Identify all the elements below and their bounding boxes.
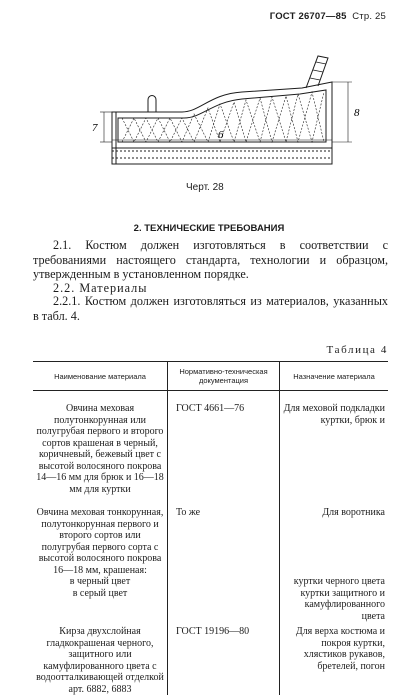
col-header-material: Наименование материала [33,362,168,391]
cell-purpose: Для воротника [280,507,389,576]
cell-doc: ГОСТ 19196—80 [168,626,280,695]
loop-handle [148,96,156,113]
section-title: 2. ТЕХНИЧЕСКИЕ ТРЕБОВАНИЯ [133,223,285,234]
table-row [33,403,388,495]
cell-doc: ГОСТ 4661—76 [168,403,280,495]
cell-purpose: Для верха костюма и покроя куртки, хлястиков рукавов, бретелей, погон [280,626,389,695]
figure-caption: Черт. 28 [186,182,224,193]
cell-material: Овчина меховая полутонкорунная или полугрубая первого и второго сортов крашеная в черный, коричневый, бежевый цвет с высотой волосяного покрова 14—16 мм для брюк и 16—18 мм для куртки [36,403,164,495]
cell-material: в черный цвет [69,576,131,587]
col-header-purpose: Назначение материала [280,362,389,391]
table-header-row [33,362,388,391]
cell-purpose: куртки черного цвета [280,576,389,588]
standard-number: ГОСТ 26707—85 [269,11,347,22]
page-number: Стр. 25 [352,11,386,22]
paragraph-2-2-1: 2.2.1. Костюм должен изготовляться из материалов, указанных в табл. 4. [33,294,388,323]
technical-drawing [70,52,370,182]
cell-material: Овчина меховая тонкорунная, полутонкорунная первого и второго сортов или полугрубая первого сорта с высотой волосяного покрова 16—18 мм, крашеная: [36,507,164,576]
cell-material: в серый цвет [72,587,128,599]
cell-purpose: Для меховой подкладки куртки, брюк и [280,403,389,495]
cell-material: Кирза двухслойная гладкокрашеная черного, защитного или камуфлированного цвета с водоотталкивающей отделкой арт. 6882, 6883 [36,626,164,695]
cell-doc [168,588,280,623]
page-header [270,11,386,22]
paragraph-2-2: 2.2. Материалы [53,281,148,295]
table-label: Таблица 4 [326,344,388,356]
col-header-doc: Нормативно-техническая документация [168,362,280,391]
table-row [33,507,388,576]
dim-label-7: 7 [92,122,98,134]
table-row [33,588,388,623]
cell-doc [168,576,280,588]
dim-label-8: 8 [354,107,360,119]
materials-table [33,361,388,695]
paragraph-2-1: 2.1. Костюм должен изготовляться в соответствии с требованиями настоящего стандарта, технологии и образцом, утвержденным в установленном порядке. [33,238,388,281]
cell-purpose: куртки защитного и камуфлированного цвета [280,588,389,623]
table-row [33,576,388,588]
table-row [33,626,388,695]
cell-doc: То же [168,507,280,576]
dim-label-6: 6 [218,129,224,141]
